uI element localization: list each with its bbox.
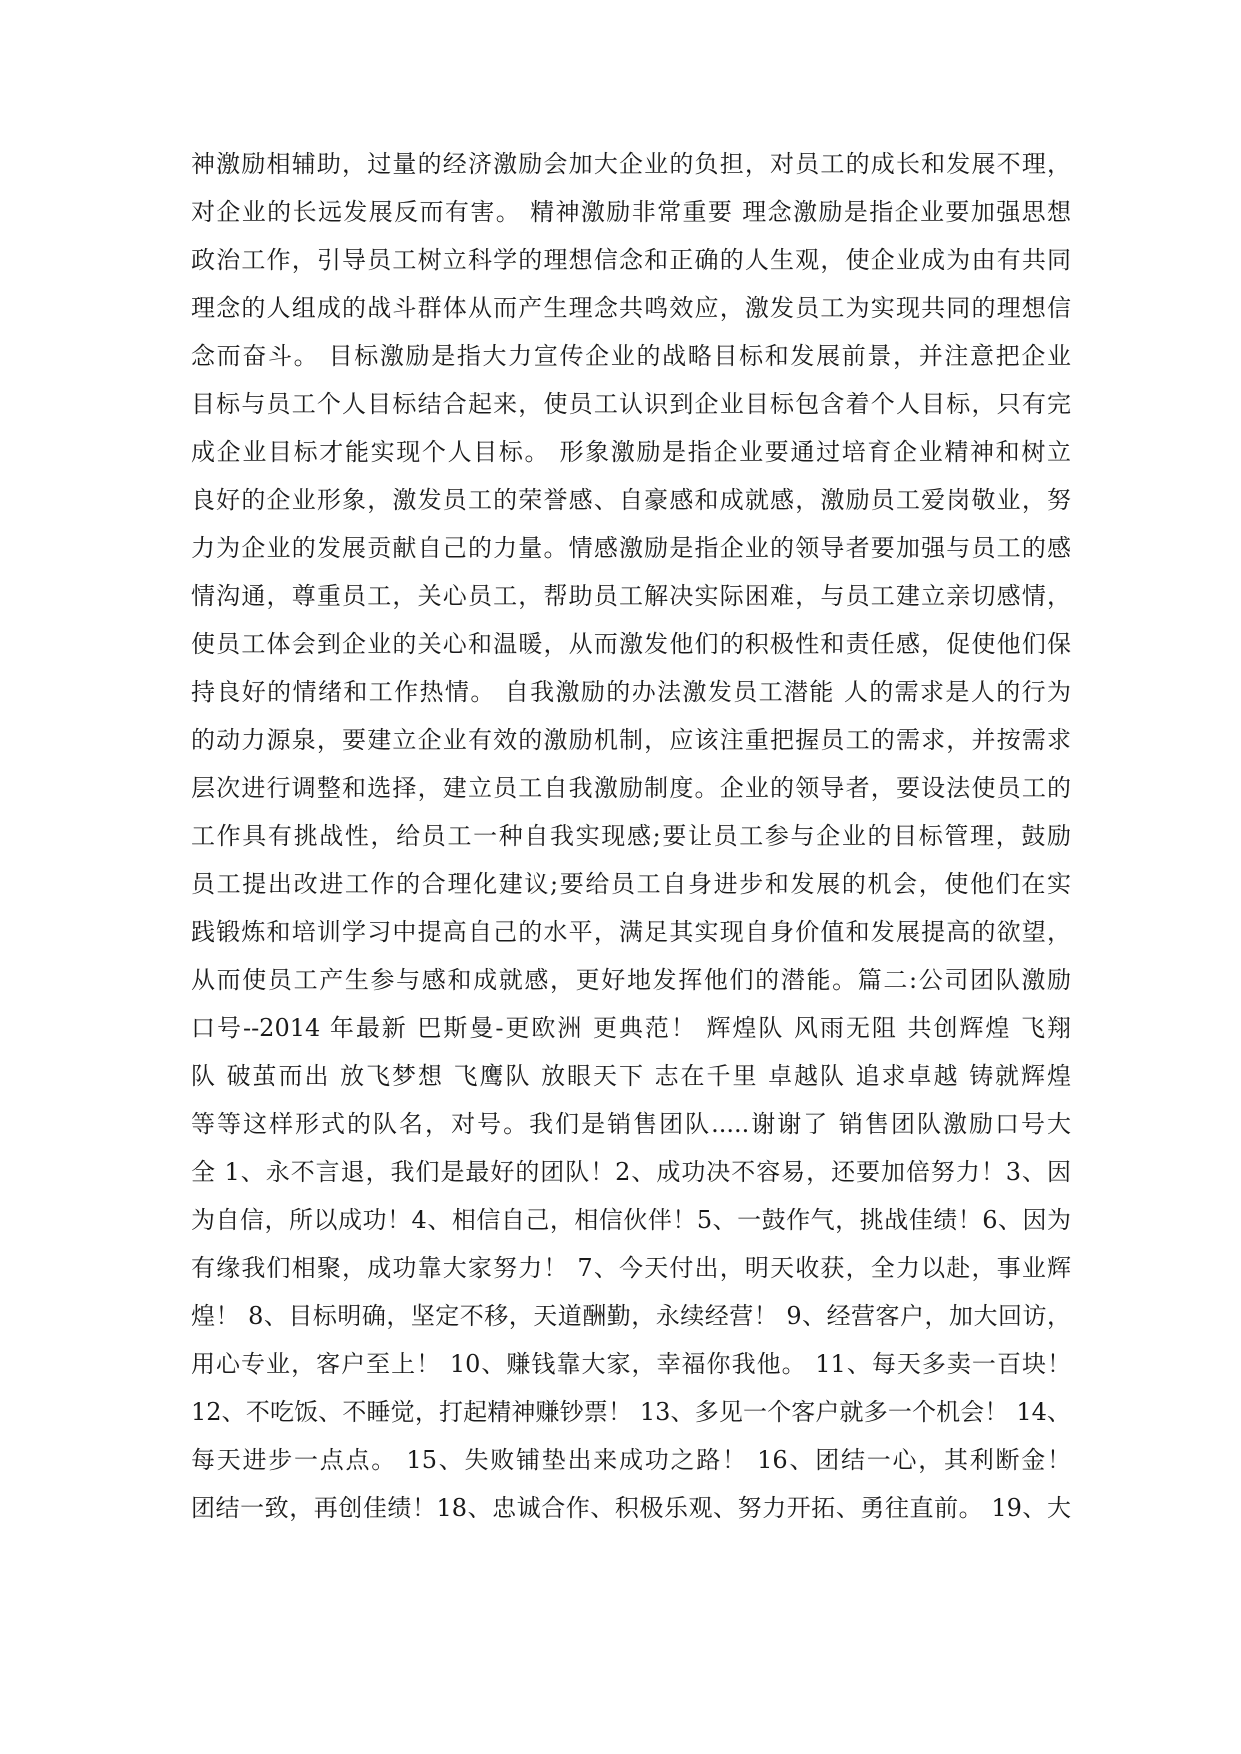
text-line: 持良好的情绪和工作热情。 自我激励的办法激发员工潜能 人的需求是人的行为 — [191, 678, 1071, 706]
text-line: 有缘我们相聚，成功靠大家努力！ 7、今天付出，明天收获，全力以赴，事业辉 — [191, 1254, 1071, 1282]
text-line: 口号--2014 年最新 巴斯曼-更欧洲 更典范！ 辉煌队 风雨无阻 共创辉煌 飞翔 — [191, 1014, 1071, 1042]
text-line: 情沟通，尊重员工，关心员工，帮助员工解决实际困难，与员工建立亲切感情， — [191, 582, 1071, 610]
body-text — [191, 140, 1071, 1532]
text-line: 目标与员工个人目标结合起来，使员工认识到企业目标包含着个人目标，只有完 — [191, 390, 1071, 418]
text-line: 理念的人组成的战斗群体从而产生理念共鸣效应，激发员工为实现共同的理想信 — [191, 294, 1071, 322]
text-line: 成企业目标才能实现个人目标。 形象激励是指企业要通过培育企业精神和树立 — [191, 438, 1071, 466]
text-line: 力为企业的发展贡献自己的力量。情感激励是指企业的领导者要加强与员工的感 — [191, 534, 1071, 562]
text-line: 全 1、永不言退，我们是最好的团队！2、成功决不容易，还要加倍努力！3、因 — [191, 1158, 1071, 1186]
text-line: 煌！ 8、目标明确，坚定不移，天道酬勤，永续经营！ 9、经营客户，加大回访， — [191, 1302, 1071, 1330]
text-line: 员工提出改进工作的合理化建议;要给员工自身进步和发展的机会，使他们在实 — [191, 870, 1071, 898]
text-line: 团结一致，再创佳绩！18、忠诚合作、积极乐观、努力开拓、勇往直前。 19、大 — [191, 1494, 1071, 1522]
text-line: 使员工体会到企业的关心和温暖，从而激发他们的积极性和责任感，促使他们保 — [191, 630, 1071, 658]
text-line: 的动力源泉，要建立企业有效的激励机制，应该注重把握员工的需求，并按需求 — [191, 726, 1071, 754]
text-line: 工作具有挑战性，给员工一种自我实现感;要让员工参与企业的目标管理，鼓励 — [191, 822, 1071, 850]
text-line: 每天进步一点点。 15、失败铺垫出来成功之路！ 16、团结一心，其利断金！ — [191, 1446, 1071, 1474]
text-line: 践锻炼和培训学习中提高自己的水平，满足其实现自身价值和发展提高的欲望， — [191, 918, 1071, 946]
text-line: 用心专业，客户至上！ 10、赚钱靠大家，幸福你我他。 11、每天多卖一百块！ — [191, 1350, 1071, 1378]
text-line: 等等这样形式的队名，对号。我们是销售团队.....谢谢了 销售团队激励口号大 — [191, 1110, 1071, 1138]
text-line: 念而奋斗。 目标激励是指大力宣传企业的战略目标和发展前景，并注意把企业 — [191, 342, 1071, 370]
text-line: 政治工作，引导员工树立科学的理想信念和正确的人生观，使企业成为由有共同 — [191, 246, 1071, 274]
text-line: 为自信，所以成功！4、相信自己，相信伙伴！5、一鼓作气，挑战佳绩！6、因为 — [191, 1206, 1071, 1234]
text-line: 良好的企业形象，激发员工的荣誉感、自豪感和成就感，激励员工爱岗敬业，努 — [191, 486, 1071, 514]
text-line: 神激励相辅助，过量的经济激励会加大企业的负担，对员工的成长和发展不理， — [191, 150, 1071, 178]
text-line: 12、不吃饭、不睡觉，打起精神赚钞票！ 13、多见一个客户就多一个机会！ 14、 — [191, 1398, 1071, 1426]
text-line: 层次进行调整和选择，建立员工自我激励制度。企业的领导者，要设法使员工的 — [191, 774, 1071, 802]
text-line: 从而使员工产生参与感和成就感，更好地发挥他们的潜能。篇二:公司团队激励 — [191, 966, 1071, 994]
text-line: 对企业的长远发展反而有害。 精神激励非常重要 理念激励是指企业要加强思想 — [191, 198, 1071, 226]
text-line: 队 破茧而出 放飞梦想 飞鹰队 放眼天下 志在千里 卓越队 追求卓越 铸就辉煌 — [191, 1062, 1071, 1090]
